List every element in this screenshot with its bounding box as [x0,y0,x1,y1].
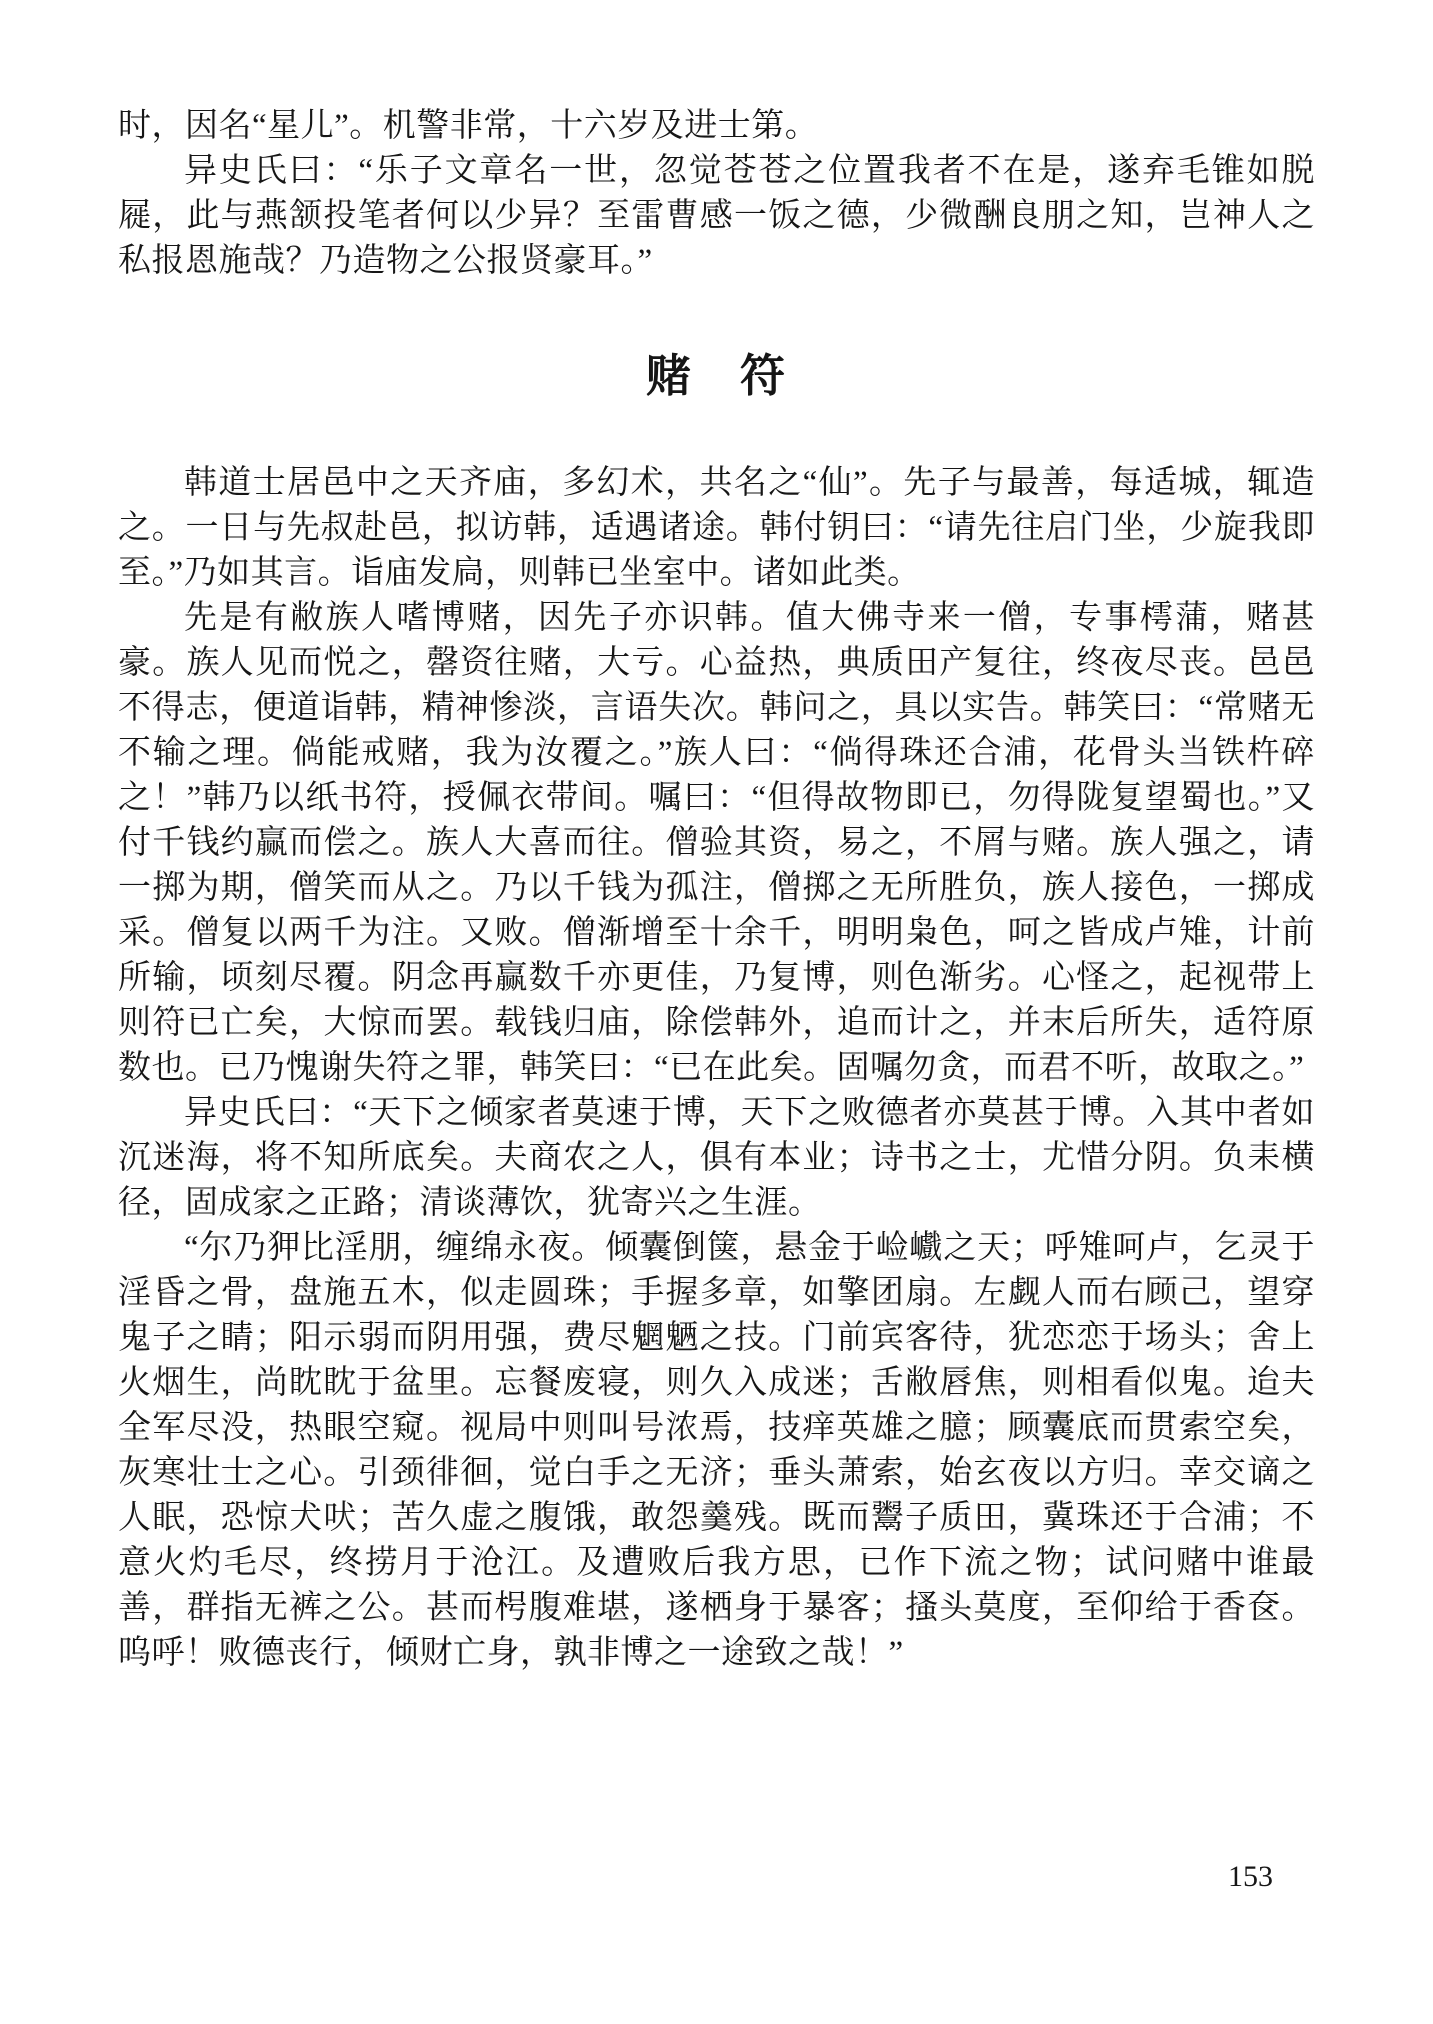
story-title: 赌 符 [645,351,787,401]
page-number: 153 [1228,1860,1273,1893]
story-paragraph-2: 先是有敝族人嗜博赌，因先子亦识韩。值大佛寺来一僧，专事樗蒲，赌甚豪。族人见而悦之，罄资往赌，大亏。心益热，典质田产复往，终夜尽丧。邑邑不得志，便道诣韩，精神惨淡，言语失次。韩问之，具以实告。韩笑曰：“常赌无不输之理。倘能戒赌，我为汝覆之。”族人曰：“倘得珠还合浦，花骨头当铁杵碎之！”韩乃以纸书符，授佩衣带间。嘱曰：“但得故物即已，勿得陇复望蜀也。”又付千钱约赢而偿之。族人大喜而往。僧验其资，易之，不屑与赌。族人强之，请一掷为期，僧笑而从之。乃以千钱为孤注，僧掷之无所胜负，族人接色，一掷成采。僧复以两千为注。又败。僧渐增至十余千，明明枭色，呵之皆成卢雉，计前所输，顷刻尽覆。阴念再赢数千亦更佳，乃复博，则色渐劣。心怪之，起视带上则符已亡矣，大惊而罢。载钱归庙，除偿韩外，追而计之，并末后所失，适符原数也。已乃愧谢失符之罪，韩笑曰：“已在此矣。固嘱勿贪，而君不听，故取之。” [118,600,1315,1086]
paragraph-continuation: 时，因名“星儿”。机警非常，十六岁及进士第。 [118,108,819,144]
story-paragraph-3: 异史氏曰：“天下之倾家者莫速于博，天下之败德者亦莫甚于博。入其中者如沉迷海，将不知所底矣。夫商农之人，俱有本业；诗书之士，尤惜分阴。负耒横径，固成家之正路；清谈薄饮，犹寄兴之生涯。 [118,1095,1315,1221]
story-paragraph-1: 韩道士居邑中之天齐庙，多幻术，共名之“仙”。先子与最善，每适城，辄造之。一日与先叔赴邑，拟访韩，适遇诸途。韩付钥曰：“请先往启门坐，少旋我即至。”乃如其言。诣庙发扃，则韩已坐室中。诸如此类。 [118,465,1315,591]
page-content [118,104,1315,1676]
paragraph-commentary-previous-story: 异史氏曰：“乐子文章名一世，忽觉苍苍之位置我者不在是，遂弃毛锥如脱屣，此与燕颔投笔者何以少异？至雷曹感一饭之德，少微酬良朋之知，岂神人之私报恩施哉？乃造物之公报贤豪耳。” [118,153,1315,279]
story-paragraph-4: “尔乃狎比淫朋，缠绵永夜。倾囊倒箧，悬金于崄巇之天；呼雉呵卢，乞灵于淫昏之骨，盘施五木，似走圆珠；手握多章，如擎团扇。左觑人而右顾己，望穿鬼子之睛；阳示弱而阴用强，费尽魍魉之技。门前宾客待，犹恋恋于场头；舍上火烟生，尚眈眈于盆里。忘餐废寝，则久入成迷；舌敝唇焦，则相看似鬼。迨夫全军尽没，热眼空窥。视局中则叫号浓焉，技痒英雄之臆；顾囊底而贯索空矣，灰寒壮士之心。引颈徘徊，觉白手之无济；垂头萧索，始玄夜以方归。幸交谪之人眠，恐惊犬吠；苦久虚之腹饿，敢怨羹残。既而鬻子质田，冀珠还于合浦；不意火灼毛尽，终捞月于沧江。及遭败后我方思，已作下流之物；试问赌中谁最善，群指无裤之公。甚而枵腹难堪，遂栖身于暴客；搔头莫度，至仰给于香奁。呜呼！败德丧行，倾财亡身，孰非博之一途致之哉！” [118,1230,1315,1671]
